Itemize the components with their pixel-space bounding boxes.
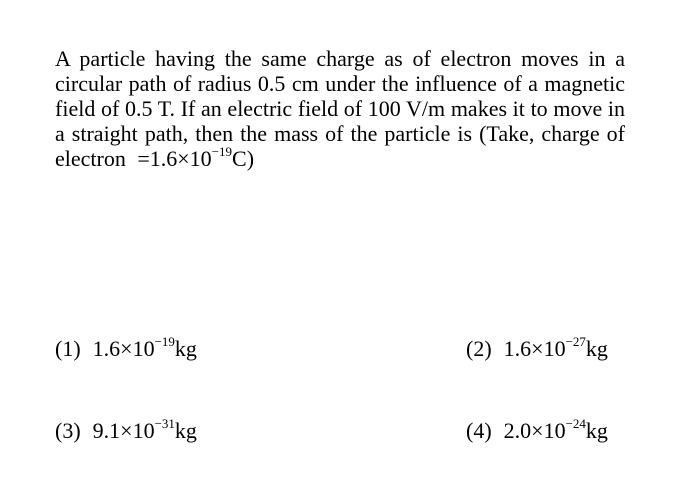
charge-formula-exponent: −19 (211, 143, 233, 159)
charge-formula (137, 143, 255, 171)
option-1[interactable] (55, 333, 197, 362)
question-line-2: circular path of radius 0.5 cm under the influence of a magnetic (55, 71, 625, 96)
option-1-number: (1) (55, 336, 81, 361)
question-line-5-prefix: electron (55, 146, 126, 171)
charge-formula-prefix: =1.6×10 (137, 146, 212, 171)
option-3[interactable] (55, 415, 197, 444)
option-3-unit: kg (174, 418, 197, 443)
option-2[interactable] (466, 333, 608, 362)
option-2-number: (2) (466, 336, 492, 361)
option-1-exponent: −19 (154, 333, 175, 349)
question-line-3: field of 0.5 T. If an electric field of 100 V/m makes it to move in (55, 96, 625, 121)
option-3-number: (3) (55, 418, 81, 443)
option-1-mantissa: 1.6×10 (92, 336, 155, 361)
question-line-5 (55, 143, 625, 171)
option-3-exponent: −31 (154, 415, 175, 431)
option-1-unit: kg (174, 336, 197, 361)
charge-formula-suffix: C) (232, 146, 255, 171)
option-4-number: (4) (466, 418, 492, 443)
option-2-exponent: −27 (565, 333, 586, 349)
option-3-mantissa: 9.1×10 (92, 418, 155, 443)
option-4-exponent: −24 (565, 415, 586, 431)
option-2-unit: kg (585, 336, 608, 361)
option-2-mantissa: 1.6×10 (503, 336, 566, 361)
option-4-unit: kg (585, 418, 608, 443)
option-4[interactable] (466, 415, 608, 444)
question-text (55, 46, 625, 171)
question-line-1: A particle having the same charge as of electron moves in a (55, 46, 625, 71)
question-line-4: a straight path, then the mass of the particle is (Take, charge of (55, 121, 625, 146)
option-4-mantissa: 2.0×10 (503, 418, 566, 443)
